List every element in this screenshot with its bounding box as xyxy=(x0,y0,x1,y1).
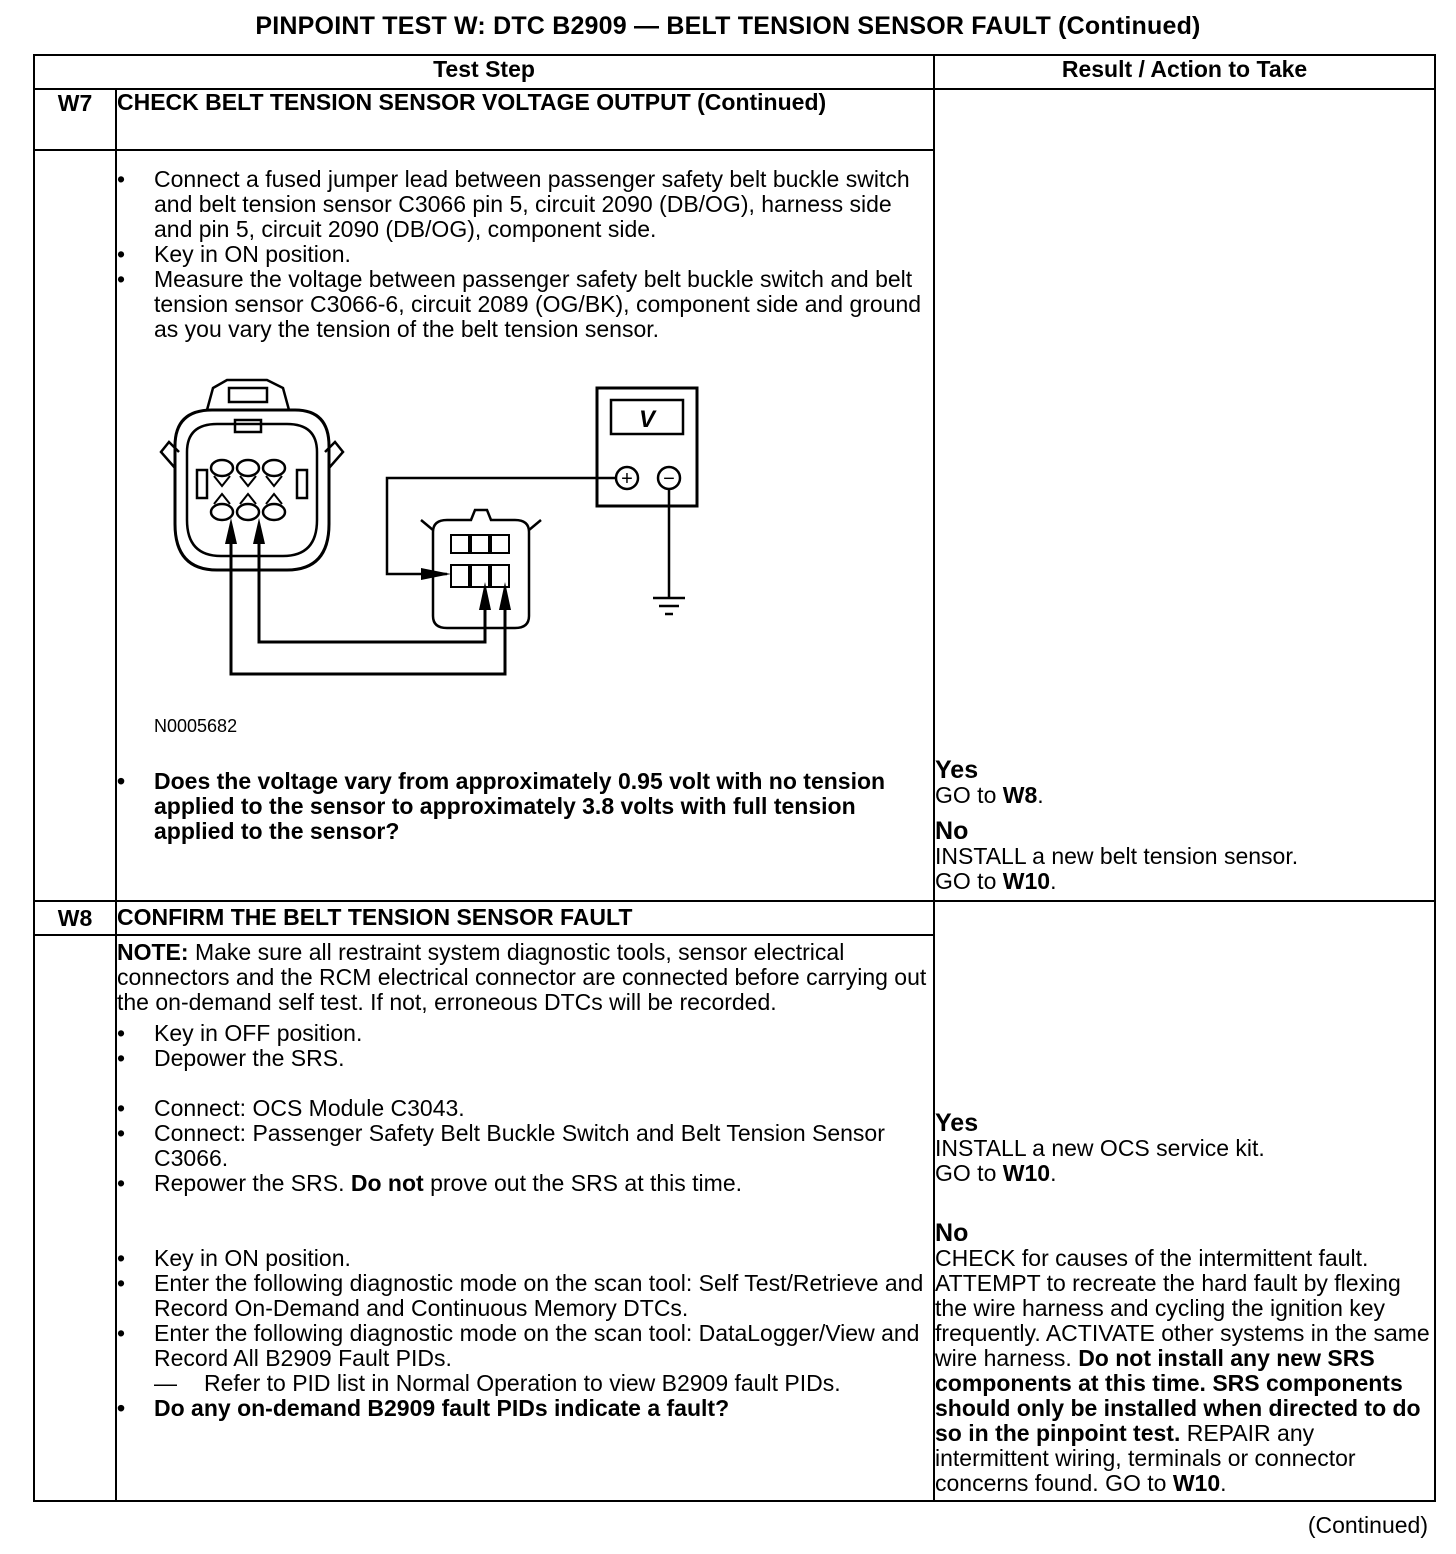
step-item: • Connect: OCS Module C3043. xyxy=(117,1096,933,1121)
step-list-w8-c xyxy=(117,1246,933,1421)
result-yes-label: Yes xyxy=(935,1109,979,1137)
step-list-w7 xyxy=(117,167,933,342)
meter-minus-sign: − xyxy=(663,468,675,490)
page-title: PINPOINT TEST W: DTC B2909 — BELT TENSION SENSOR FAULT (Continued) xyxy=(255,12,1201,40)
step-item: • Key in OFF position. xyxy=(117,1021,933,1046)
step-item: • Key in ON position. xyxy=(117,242,933,267)
step-title-w8: CONFIRM THE BELT TENSION SENSOR FAULT xyxy=(116,901,934,935)
voltmeter-symbol: V xyxy=(638,406,656,433)
jumper-wire-outer xyxy=(231,530,505,674)
wiring-diagram xyxy=(117,348,897,708)
question-item: • Does the voltage vary from approximately 0.95 volt with no tension applied to the sensor to approximately 3.8 volts with full tension applied to the sensor? xyxy=(117,769,933,844)
step-item: • Enter the following diagnostic mode on the scan tool: DataLogger/View and Record All B2909 Fault PIDs. — Refer to PID list in Normal Operation to view B2909 fault PIDs. xyxy=(117,1321,933,1396)
step-item: • Enter the following diagnostic mode on the scan tool: Self Test/Retrieve and Record On-Demand and Continuous Memory DTCs. xyxy=(117,1271,933,1321)
result-no-action: INSTALL a new belt tension sensor. xyxy=(935,843,1299,869)
sub-step-item: — Refer to PID list in Normal Operation to view B2909 fault PIDs. xyxy=(154,1371,933,1396)
step-item: • Connect: Passenger Safety Belt Buckle Switch and Belt Tension Sensor C3066. xyxy=(117,1121,933,1171)
step-id-w7: W7 xyxy=(34,89,116,150)
result-no-action: CHECK for causes of the intermittent fault. ATTEMPT to recreate the hard fault by flexing the wire harness and cycling the ignition key frequently. ACTIVATE other systems in the same wire harness. Do not install any new SRS components at this time. SRS components should only be installed when directed to do so in the pinpoint test. REPAIR any intermittent wiring, terminals or connector concerns found. GO to W10. xyxy=(935,1245,1430,1496)
result-no-goto: GO to W10. xyxy=(935,868,1057,894)
result-yes-action: GO to W8. xyxy=(935,782,1044,808)
sub-step-list xyxy=(154,1371,933,1396)
result-no-label: No xyxy=(935,817,969,845)
question-item: • Do any on-demand B2909 fault PIDs indicate a fault? xyxy=(117,1396,933,1421)
meter-plus-sign: + xyxy=(621,468,633,490)
step-id-blank xyxy=(34,150,116,901)
step-title-w7: CHECK BELT TENSION SENSOR VOLTAGE OUTPUT (Continued) xyxy=(116,89,934,150)
step-id-w8: W8 xyxy=(34,901,116,935)
column-header-test-step: Test Step xyxy=(34,55,934,89)
step-body-w8 xyxy=(116,935,934,1501)
continued-footer: (Continued) xyxy=(1307,1512,1428,1538)
step-item: • Measure the voltage between passenger safety belt buckle switch and belt tension sensor C3066-6, circuit 2089 (OG/BK), component side and ground as you vary the tension of the belt tension sensor. xyxy=(117,267,933,342)
wire-meter-positive xyxy=(387,478,615,574)
column-header-result: Result / Action to Take xyxy=(934,55,1435,89)
step-body-w7 xyxy=(116,150,934,901)
step-item: • Connect a fused jumper lead between passenger safety belt buckle switch and belt tension sensor C3066 pin 5, circuit 2090 (DB/OG), harness side and pin 5, circuit 2090 (DB/OG), component side. xyxy=(117,167,933,242)
result-yes-label: Yes xyxy=(935,756,979,784)
step-id-blank xyxy=(34,935,116,1501)
step-item: • Repower the SRS. Do not prove out the SRS at this time. xyxy=(117,1171,933,1196)
result-yes-goto: GO to W10. xyxy=(935,1160,1057,1186)
step-question-w7 xyxy=(117,769,933,844)
figure-id: N0005682 xyxy=(154,716,238,736)
step-item: • Depower the SRS. xyxy=(117,1046,933,1071)
result-no-label: No xyxy=(935,1219,969,1247)
step-list-w8-a xyxy=(117,1021,933,1071)
note: NOTE: Make sure all restraint system diagnostic tools, sensor electrical connectors and the RCM electrical connector are connected before carrying out the on-demand self test. If not, erroneous DTCs will be recorded. xyxy=(117,939,927,1015)
result-cell-w8 xyxy=(934,901,1435,1501)
result-cell-w7 xyxy=(934,89,1435,901)
ground-symbol xyxy=(653,598,685,614)
step-item: • Key in ON position. xyxy=(117,1246,933,1271)
pinpoint-test-table xyxy=(33,54,1436,1502)
result-yes-action: INSTALL a new OCS service kit. xyxy=(935,1135,1265,1161)
connector-housing-right xyxy=(433,510,529,628)
step-list-w8-b xyxy=(117,1096,933,1196)
